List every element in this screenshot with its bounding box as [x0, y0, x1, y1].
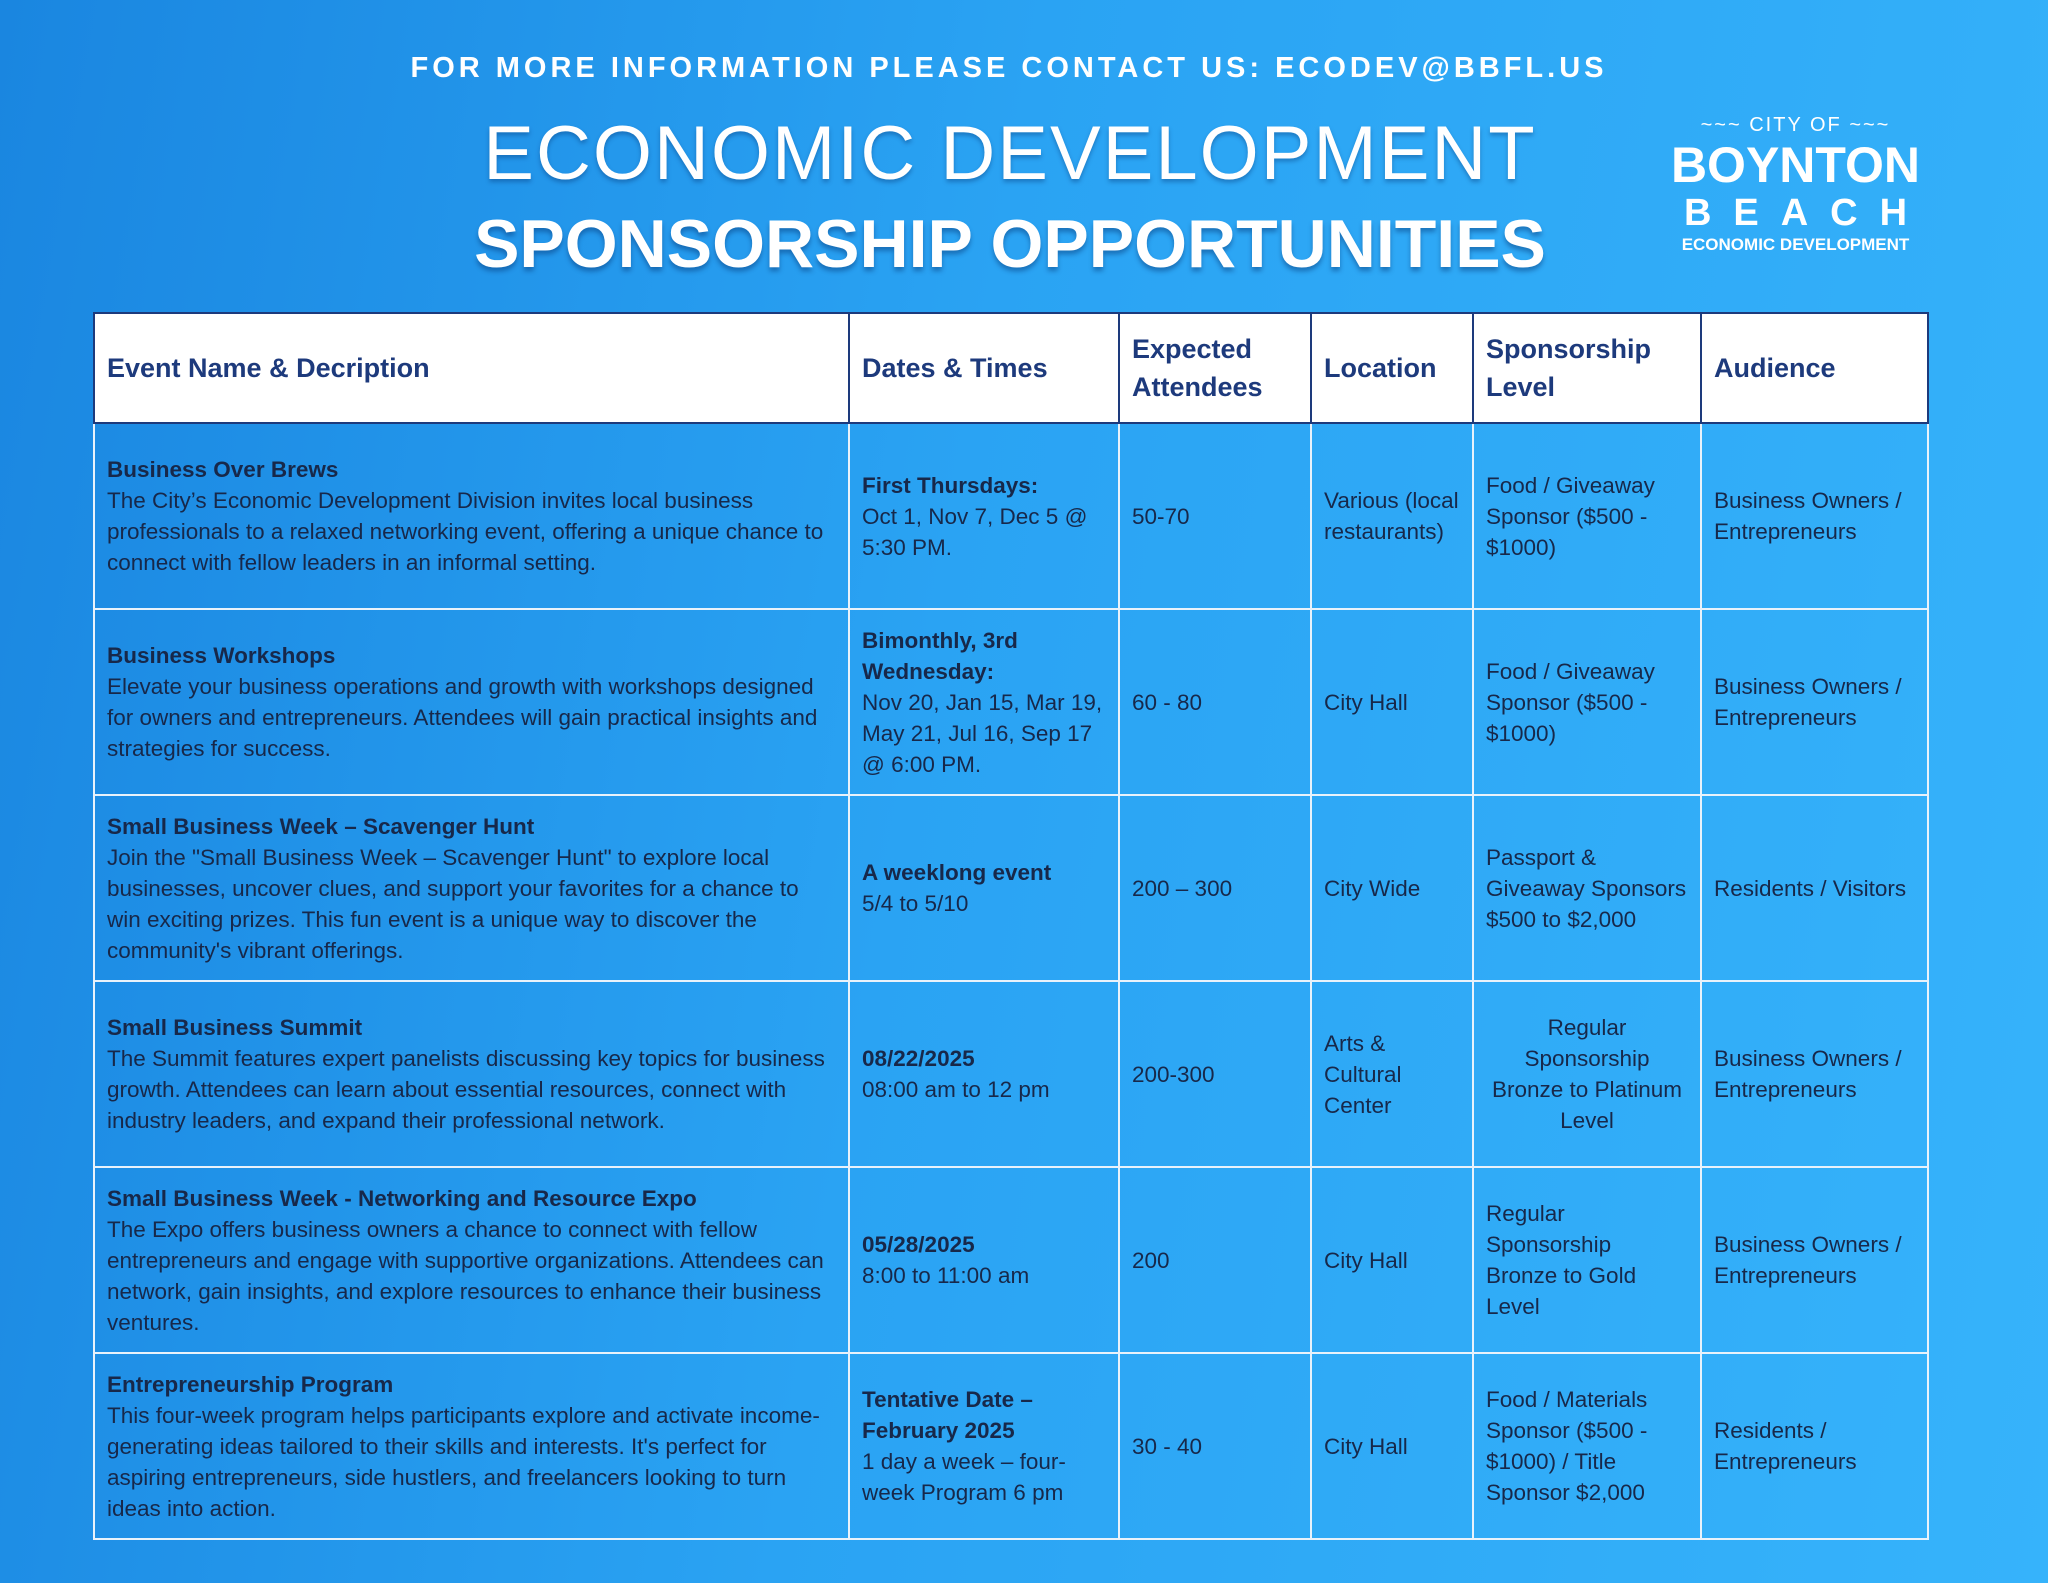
- event-description: Join the "Small Business Week – Scavenger Hunt" to explore local businesses, uncover clues, and support your favorites for a chance to win exciting prizes. This fun event is a unique way to discover the community's vibrant offerings.: [107, 844, 799, 963]
- location-cell: City Wide: [1311, 795, 1473, 981]
- date-heading: 08/22/2025: [862, 1046, 975, 1071]
- event-description: Elevate your business operations and growth with workshops designed for owners and entrepreneurs. Attendees will gain practical insights and strategies for success.: [107, 674, 818, 761]
- date-cell: [849, 795, 1119, 981]
- col-header-event: Event Name & Decription: [94, 313, 849, 423]
- title-line-1: ECONOMIC DEVELOPMENT: [483, 111, 1537, 196]
- date-detail: Nov 20, Jan 15, Mar 19, May 21, Jul 16, Sep 17 @ 6:00 PM.: [862, 689, 1103, 777]
- event-name: Business Over Brews: [107, 457, 339, 482]
- location-cell: Various (local restaurants): [1311, 423, 1473, 609]
- date-heading: A weeklong event: [862, 860, 1052, 885]
- attendees-cell: 60 - 80: [1119, 609, 1311, 795]
- sponsorship-cell: Food / Giveaway Sponsor ($500 - $1000): [1473, 609, 1701, 795]
- audience-cell: Residents / Entrepreneurs: [1701, 1353, 1928, 1539]
- date-detail: 5/4 to 5/10: [862, 891, 969, 916]
- date-cell: [849, 1167, 1119, 1353]
- location-cell: Arts & Cultural Center: [1311, 981, 1473, 1167]
- date-cell: [849, 609, 1119, 795]
- attendees-cell: 30 - 40: [1119, 1353, 1311, 1539]
- table-row: [94, 609, 1928, 795]
- title-line-2: SPONSORSHIP OPPORTUNITIES: [474, 206, 1546, 282]
- audience-cell: Residents / Visitors: [1701, 795, 1928, 981]
- col-header-audience: Audience: [1701, 313, 1928, 423]
- sponsorship-cell: Passport & Giveaway Sponsors $500 to $2,000: [1473, 795, 1701, 981]
- date-heading: First Thursdays:: [862, 472, 1039, 498]
- sponsorship-cell: Food / Giveaway Sponsor ($500 - $1000): [1473, 423, 1701, 609]
- date-detail: Oct 1, Nov 7, Dec 5 @ 5:30 PM.: [862, 503, 1088, 560]
- date-detail: 1 day a week – four-week Program 6 pm: [862, 1449, 1066, 1505]
- event-cell: [94, 423, 849, 609]
- audience-cell: Business Owners / Entrepreneurs: [1701, 981, 1928, 1167]
- col-header-attendees: Expected Attendees: [1119, 313, 1311, 423]
- col-header-location: Location: [1311, 313, 1473, 423]
- table-row: [94, 1167, 1928, 1353]
- attendees-cell: 50-70: [1119, 423, 1311, 609]
- event-name: Small Business Week – Scavenger Hunt: [107, 813, 535, 839]
- location-cell: City Hall: [1311, 1353, 1473, 1539]
- event-cell: [94, 1167, 849, 1353]
- event-name: Business Workshops: [107, 643, 336, 668]
- contact-line: FOR MORE INFORMATION PLEASE CONTACT US: ECODEV@BBFL.US: [410, 52, 1608, 84]
- date-cell: [849, 981, 1119, 1167]
- attendees-cell: 200-300: [1119, 981, 1311, 1167]
- attendees-cell: 200 – 300: [1119, 795, 1311, 981]
- date-heading: 05/28/2025: [862, 1232, 975, 1257]
- audience-cell: Business Owners / Entrepreneurs: [1701, 1167, 1928, 1353]
- date-heading: Tentative Date – February 2025: [862, 1387, 1033, 1443]
- audience-cell: Business Owners / Entrepreneurs: [1701, 609, 1928, 795]
- logo-beach: BEACH: [1683, 192, 1930, 234]
- col-header-sponsorship: Sponsorship Level: [1473, 313, 1701, 423]
- logo-subtitle: ECONOMIC DEVELOPMENT: [1681, 235, 1910, 254]
- event-cell: [94, 795, 849, 981]
- sponsorship-cell: Regular Sponsorship Bronze to Platinum Level: [1473, 981, 1701, 1167]
- event-description: The Expo offers business owners a chance to connect with fellow entrepreneurs and engage with supportive organizations. Attendees can network, gain insights, and explore resources to enhance their business ventures.: [107, 1216, 824, 1335]
- event-description: This four-week program helps participants explore and activate income-generating ideas tailored to their skills and interests. It's perfect for aspiring entrepreneurs, side hustlers, and freelancers looking to turn ideas into action.: [107, 1402, 820, 1521]
- city-logo: [1658, 112, 1933, 256]
- table-row: [94, 1353, 1928, 1539]
- col-header-dates: Dates & Times: [849, 313, 1119, 423]
- event-cell: [94, 609, 849, 795]
- logo-city-of: ~~~ CITY OF ~~~: [1700, 114, 1891, 136]
- event-description: The Summit features expert panelists discussing key topics for business growth. Attendees can learn about essential resources, connect with industry leaders, and expand their professional network.: [107, 1046, 825, 1133]
- date-detail: 08:00 am to 12 pm: [862, 1077, 1050, 1102]
- attendees-cell: 200: [1119, 1167, 1311, 1353]
- table-row: [94, 423, 1928, 609]
- date-cell: [849, 423, 1119, 609]
- sponsorship-cell: Food / Materials Sponsor ($500 - $1000) / Title Sponsor $2,000: [1473, 1353, 1701, 1539]
- event-cell: [94, 1353, 849, 1539]
- table-row: [94, 795, 1928, 981]
- location-cell: City Hall: [1311, 609, 1473, 795]
- event-name: Small Business Week - Networking and Resource Expo: [107, 1185, 697, 1211]
- table-row: [94, 981, 1928, 1167]
- location-cell: City Hall: [1311, 1167, 1473, 1353]
- date-detail: 8:00 to 11:00 am: [862, 1263, 1030, 1288]
- event-description: The City’s Economic Development Division invites local business professionals to a relaxed networking event, offering a unique chance to connect with fellow leaders in an informal setting.: [107, 488, 824, 575]
- event-name: Small Business Summit: [107, 1015, 363, 1040]
- event-cell: [94, 981, 849, 1167]
- logo-boynton: BOYNTON: [1670, 137, 1921, 193]
- sponsorship-table: [93, 312, 1929, 1540]
- event-name: Entrepreneurship Program: [107, 1371, 394, 1397]
- sponsorship-cell: Regular Sponsorship Bronze to Gold Level: [1473, 1167, 1701, 1353]
- date-cell: [849, 1353, 1119, 1539]
- table-header-row: [94, 313, 1928, 423]
- audience-cell: Business Owners / Entrepreneurs: [1701, 423, 1928, 609]
- date-heading: Bimonthly, 3rd Wednesday:: [862, 627, 1018, 684]
